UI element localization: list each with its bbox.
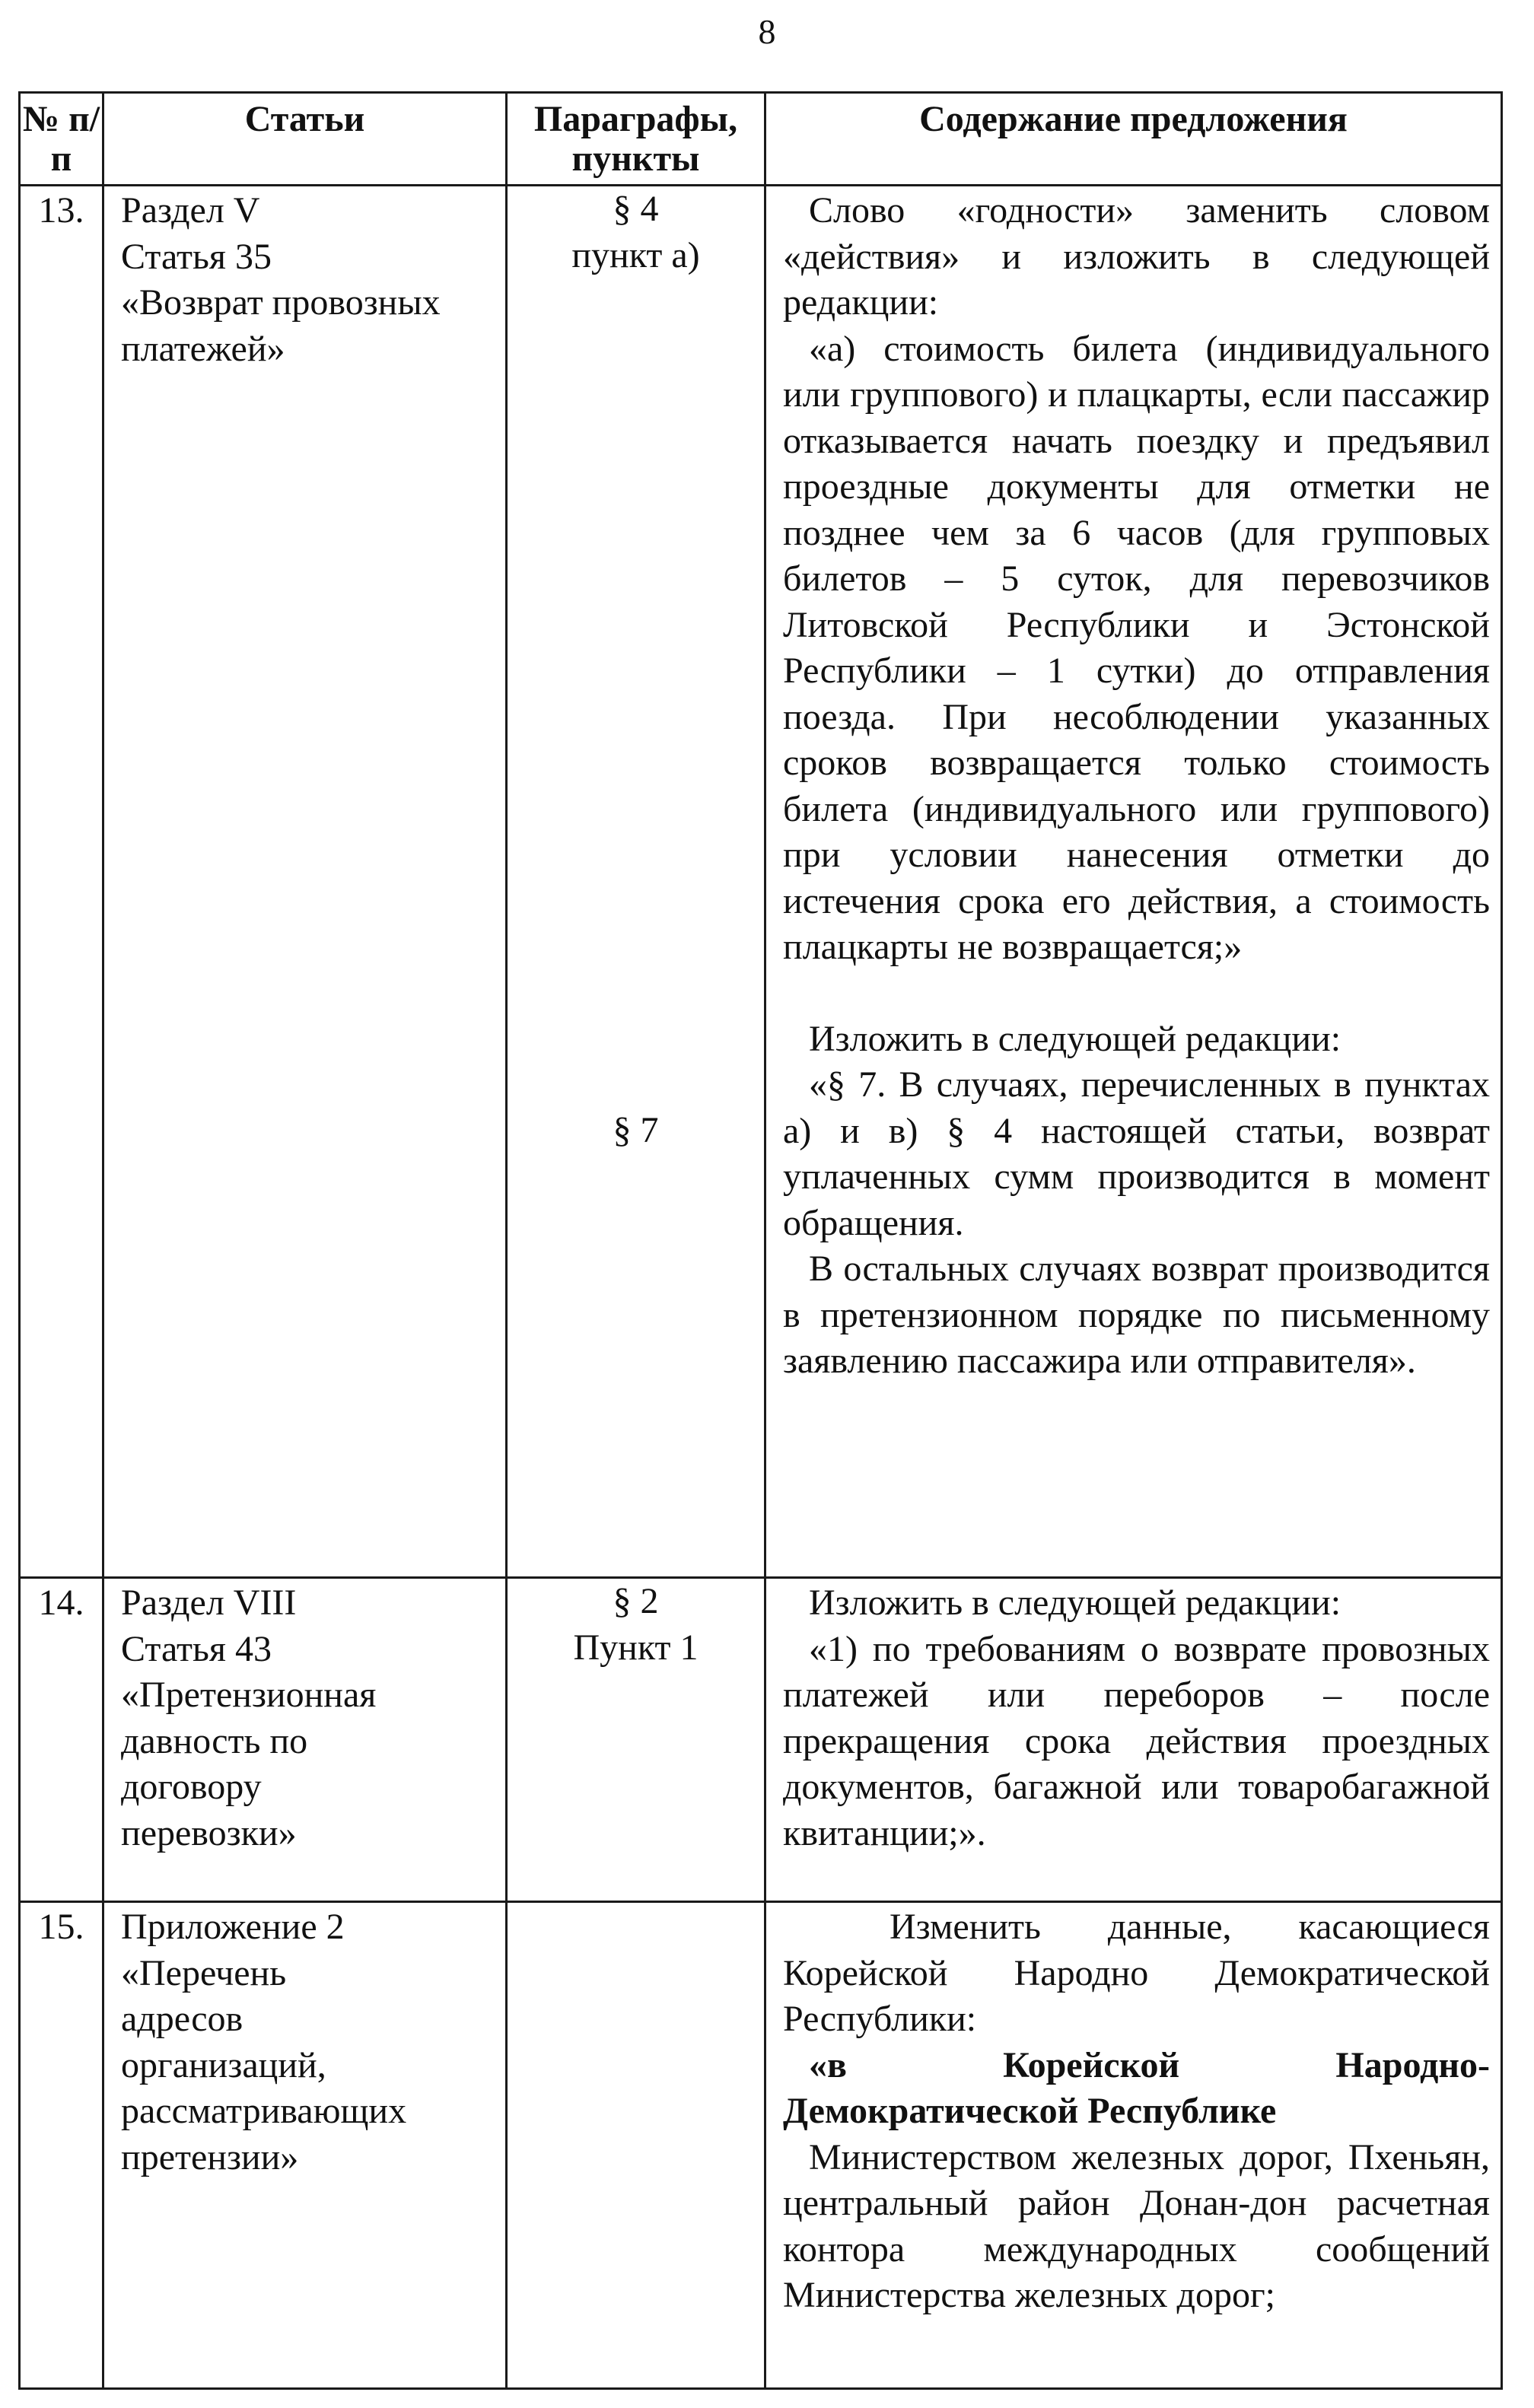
content-paragraph: Министерством железных дорог, Пхеньян, центральный район Донан-дон расчетная контора международных сообщений Министерства железных дорог; [783,2136,1490,2315]
article-line: претензии» [121,2136,299,2177]
table-row [20,1578,1502,1902]
article-cell [103,186,507,1578]
content-paragraph: Изложить в следующей редакции: [809,1583,1341,1623]
row-number: 13. [20,186,103,1578]
page-number: 8 [758,12,776,51]
paragraph-cell [507,1578,765,1902]
article-line: Приложение 2 [121,1907,345,1947]
paragraph-cell [507,1902,765,2389]
article-line: платежей» [121,328,285,369]
content-cell [765,1902,1502,2389]
article-line: «Возврат провозных [121,282,441,323]
paragraph-ref: § 4 [613,189,659,229]
article-line: давность по [121,1720,308,1761]
content-paragraph: Изложить в следующей редакции: [809,1018,1341,1059]
proposals-table [18,91,1503,2390]
content-paragraph: Слово «годности» заменить словом «действия» и изложить в следующей редакции: [783,190,1490,323]
article-cell [103,1902,507,2389]
header-content: Содержание предложения [765,93,1502,186]
article-cell [103,1578,507,1902]
row-number: 14. [20,1578,103,1902]
article-line: перевозки» [121,1812,297,1853]
paragraph-cell [507,186,765,1578]
paragraph-ref: Пункт 1 [573,1627,699,1668]
content-paragraph-bold: «в Корейской Народно-Демократической Республике [783,2044,1490,2131]
paragraph-ref: § 2 [613,1581,659,1621]
content-paragraph: Изменить данные, касающиеся Корейской Народно Демократической Республики: [783,1907,1490,2039]
article-line: организаций, [121,2044,326,2085]
article-line: Раздел V [121,190,260,231]
content-paragraph: «§ 7. В случаях, перечисленных в пунктах а) и в) § 4 настоящей статьи, возврат уплаченных сумм производится в момент обращения. [783,1064,1490,1243]
row-number: 15. [20,1902,103,2389]
article-line: договору [121,1767,262,1807]
article-line: Раздел VIII [121,1583,297,1623]
table-header-row [20,93,1502,186]
article-line: Статья 43 [121,1628,272,1669]
article-line: «Перечень [121,1952,287,1993]
article-line: рассматривающих [121,2091,407,2131]
article-line: «Претензионная [121,1675,377,1715]
content-paragraph: «1) по требованиям о возврате провозных платежей или переборов – после прекращения срока действия проездных документов, багажной или товаробагажной квитанции;». [783,1628,1490,1853]
paragraph-ref: пункт а) [571,234,700,275]
header-num: № п/п [20,93,103,186]
table-row [20,186,1502,1578]
content-cell [765,1578,1502,1902]
header-articles: Статьи [103,93,507,186]
header-paragraphs: Параграфы, пункты [507,93,765,186]
paragraph-ref: § 7 [613,1110,659,1150]
table-row [20,1902,1502,2389]
content-cell [765,186,1502,1578]
content-paragraph: В остальных случаях возврат производится в претензионном порядке по письменному заявлению пассажира или отправителя». [783,1249,1490,1381]
content-paragraph: «а) стоимость билета (индивидуального или группового) и плацкарты, если пассажир отказывается начать поездку и предъявил проездные документы для отметки не позднее чем за 6 часов (для групповых билетов – 5 суток, для перевозчиков Литовской Республики и Эстонской Республики – 1 сутки) до отправления поезда. При несоблюдении указанных сроков возвращается только стоимость билета (индивидуального или группового) при условии нанесения отметки до истечения срока его действия, а стоимость плацкарты не возвращается;» [783,328,1490,967]
article-line: Статья 35 [121,236,272,277]
article-line: адресов [121,1999,243,2039]
